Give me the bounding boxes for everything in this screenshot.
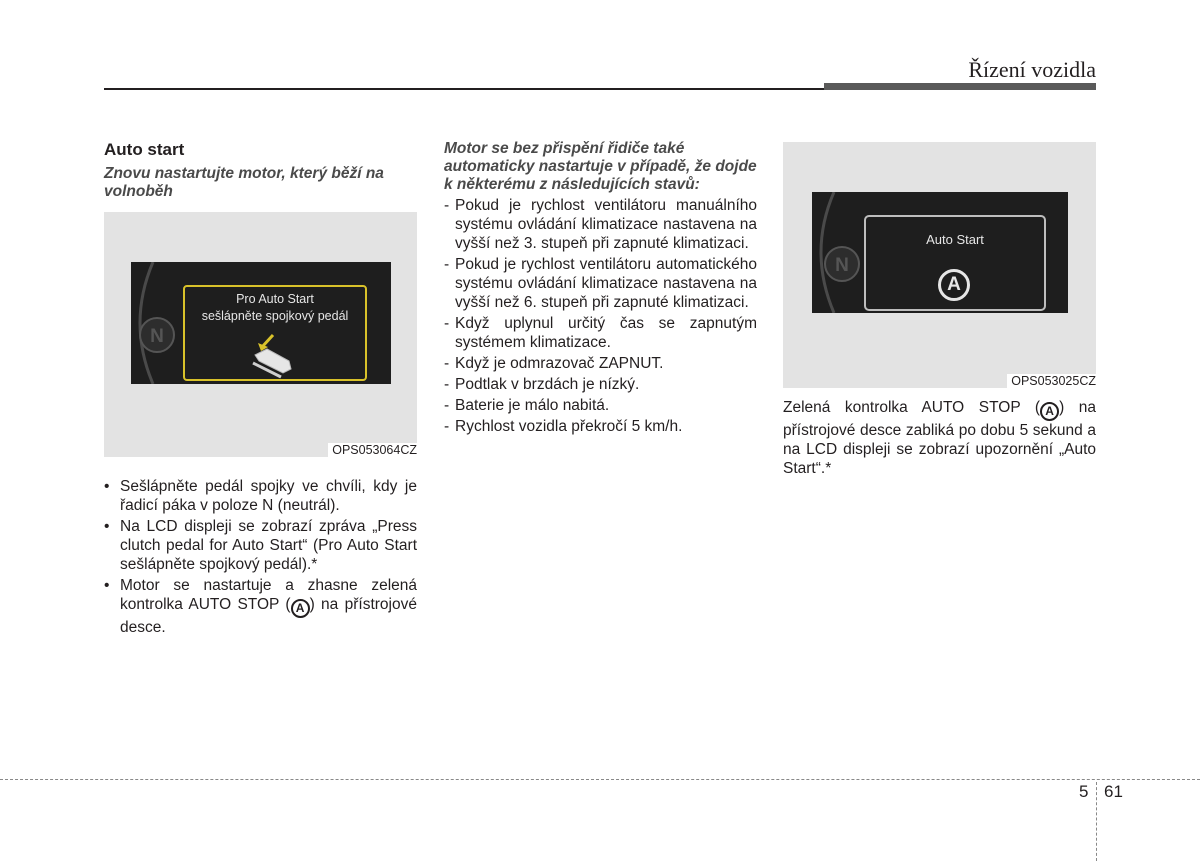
lcd-title: Auto Start xyxy=(926,232,984,247)
list-item: - Když uplynul určitý čas se zapnutým systémem klimatizace. xyxy=(444,315,757,351)
list-item: - Baterie je málo nabitá. xyxy=(444,397,610,414)
list-item: - Pokud je rychlost ventilátoru automatického systému ovládání klimatizace nastavena na vyšší než 6. stupeň při zapnuté klimatizaci. xyxy=(444,256,757,311)
conditions-list xyxy=(444,196,757,436)
auto-start-subheading: Znovu nastartujte motor, který běží na volnoběh xyxy=(104,165,384,200)
chapter-number: 5 xyxy=(1079,782,1089,801)
gauge-letter: N xyxy=(835,255,849,276)
list-item: • Motor se nastartuje a zhasne zelená kontrolka AUTO STOP ( A ) na přístrojové desce. xyxy=(104,577,417,636)
lcd-message-box xyxy=(864,215,1046,311)
figure-code: OPS053064CZ xyxy=(328,443,417,457)
header-rule-accent xyxy=(824,83,1096,90)
list-item: • Sešlápněte pedál spojky ve chvíli, kdy je řadicí páka v poloze N (neutrál). xyxy=(104,478,417,514)
bullet-list xyxy=(104,477,417,637)
list-item: - Když je odmrazovač ZAPNUT. xyxy=(444,355,664,372)
list-item: - Pokud je rychlost ventilátoru manuálního systému ovládání klimatizace nastavena na vyšší než 3. stupeň při zapnuté klimatizaci. xyxy=(444,197,757,252)
list-item: - Podtlak v brzdách je nízký. xyxy=(444,376,640,393)
figure-clutch-prompt xyxy=(104,212,417,457)
middle-column xyxy=(444,140,757,438)
clutch-pedal-icon xyxy=(185,329,369,379)
figure-code: OPS053025CZ xyxy=(1007,374,1096,388)
footer-rule xyxy=(0,779,1200,780)
left-column xyxy=(104,140,417,201)
conditions-heading: Motor se bez přispění řidiče také automaticky nastartuje v případě, že dojde k některému z následujících stavů: xyxy=(444,140,757,193)
gauge-letter: N xyxy=(150,326,164,347)
lcd-screen xyxy=(812,192,1068,313)
page-number: 61 xyxy=(1104,782,1123,801)
left-bullets xyxy=(104,477,417,639)
auto-start-heading: Auto start xyxy=(104,140,185,159)
footer-divider xyxy=(1096,782,1097,861)
list-item: - Rychlost vozidla překročí 5 km/h. xyxy=(444,418,683,435)
lcd-line1: Pro Auto Start xyxy=(236,292,314,306)
auto-stop-icon: A xyxy=(291,599,310,618)
lcd-message-box xyxy=(183,285,367,381)
header-rule xyxy=(104,88,824,90)
lcd-line2: sešlápněte spojkový pedál xyxy=(201,309,349,323)
section-title: Řízení vozidla xyxy=(968,57,1096,82)
lcd-screen xyxy=(131,262,391,384)
auto-stop-icon: A xyxy=(1040,402,1059,421)
right-paragraph: Zelená kontrolka AUTO STOP ( A ) na přístrojové desce zabliká po dobu 5 sekund a na LCD displeji se zobrazí upozornění „Auto Start“.* xyxy=(783,399,1096,477)
figure-auto-start xyxy=(783,142,1096,388)
list-item: • Na LCD displeji se zobrazí zpráva „Press clutch pedal for Auto Start“ (Pro Auto Start sešlápněte spojkový pedál).* xyxy=(104,518,417,573)
auto-stop-icon: A xyxy=(938,269,970,301)
